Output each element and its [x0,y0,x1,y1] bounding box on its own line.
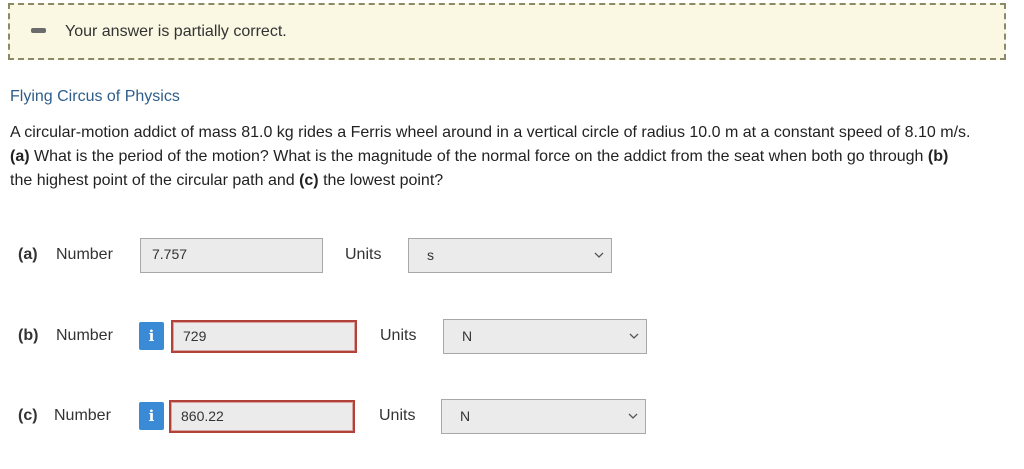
chevron-down-icon [594,251,604,259]
number-label: Number [54,407,111,424]
units-select-a[interactable] [408,238,612,273]
units-select-value: N [460,408,471,424]
units-select-c[interactable] [441,399,646,434]
answer-input-c[interactable]: 860.22 [169,400,355,433]
units-label: Units [380,327,417,344]
chevron-down-icon [628,412,638,420]
problem-statement [10,121,1014,193]
answer-input-b[interactable]: 729 [171,320,357,353]
answer-input-a[interactable]: 7.757 [140,238,323,273]
problem-text-line2: What is the period of the motion? What is the magnitude of the normal force on the addict from the seat when both go through [29,148,928,165]
info-button-b[interactable]: i [139,322,164,350]
problem-text-line3a: the highest point of the circular path and [10,172,300,189]
part-label: (a) [18,246,38,263]
units-label: Units [379,407,416,424]
part-c-tag: (c) [299,172,319,189]
chevron-down-icon [629,332,639,340]
problem-text-line3b: the lowest point? [318,172,444,189]
part-b-tag: (b) [927,148,949,165]
feedback-message: Your answer is partially correct. [65,23,287,40]
problem-text-line1: A circular-motion addict of mass 81.0 kg rides a Ferris wheel around in a vertical circle of radius 10.0 m at a constant speed of 8.10 m/s. [10,124,971,141]
info-button-c[interactable]: i [139,402,164,430]
part-label: (b) [18,327,39,344]
partial-correct-icon [31,28,46,33]
units-select-value: s [427,247,434,263]
units-select-value: N [462,328,473,344]
problem-source: Flying Circus of Physics [10,88,180,105]
units-select-b[interactable] [443,319,647,354]
number-label: Number [56,246,113,263]
units-label: Units [345,246,382,263]
number-label: Number [56,327,113,344]
feedback-banner [8,3,1006,60]
part-a-tag: (a) [10,148,30,165]
part-label: (c) [18,407,38,424]
